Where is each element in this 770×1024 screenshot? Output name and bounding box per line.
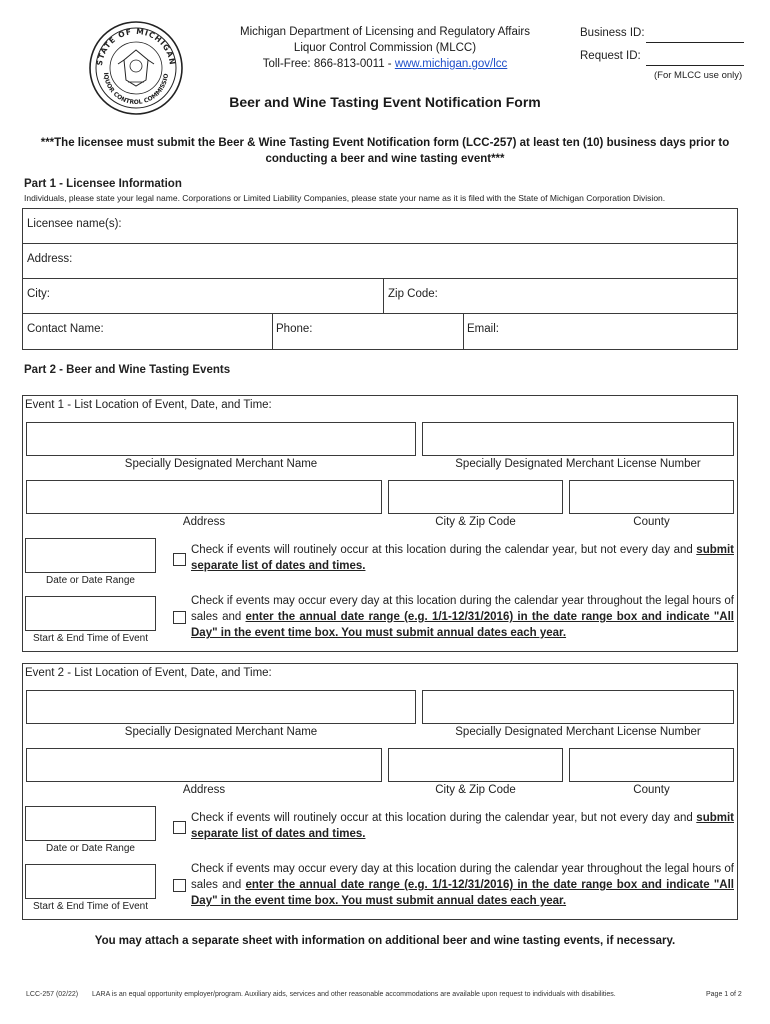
footer-form-number: LCC-257 (02/22) xyxy=(26,991,79,998)
agency-line-2: Liquor Control Commission (MLCC) xyxy=(293,42,477,54)
event-2-everyday-checkbox[interactable] xyxy=(173,879,186,892)
address-label: Address: xyxy=(27,253,73,265)
request-id-label: Request ID: xyxy=(580,50,641,62)
event-1-address-label: Address xyxy=(182,516,226,528)
seal-bottom-text: IQUOR CONTROL COMMISSIO xyxy=(101,72,171,107)
event-1-everyday-text-bold: enter the annual date range (e.g. 1/1-12/31/2016) in the date range box and indicate "All Day" in the event time box. You must submit annual dates each year. xyxy=(191,611,734,639)
email-field[interactable] xyxy=(463,313,738,350)
agency-line-1: Michigan Department of Licensing and Regulatory Affairs xyxy=(239,26,530,38)
event-1-time-input[interactable] xyxy=(25,596,156,631)
business-id-field[interactable] xyxy=(646,42,744,43)
event-1-county-input[interactable] xyxy=(569,480,734,514)
event-1-merchant-name-label: Specially Designated Merchant Name xyxy=(124,458,318,470)
event-1-city-zip-input[interactable] xyxy=(388,480,563,514)
event-1-merchant-license-input[interactable] xyxy=(422,422,734,456)
contact-name-label: Contact Name: xyxy=(27,323,104,335)
footer-eeo: LARA is an equal opportunity employer/program. Auxiliary aids, services and other reasonable accommodations are available upon request to individuals with disabilities. xyxy=(92,991,616,998)
event-1-merchant-name-input[interactable] xyxy=(26,422,416,456)
event-1-date-input[interactable] xyxy=(25,538,156,573)
event-2-county-label: County xyxy=(633,784,670,796)
email-label: Email: xyxy=(467,323,499,335)
mlcc-use-note: (For MLCC use only) xyxy=(654,70,743,81)
event-2-everyday-text-bold: enter the annual date range (e.g. 1/1-12/31/2016) in the date range box and indicate "All Day" in the event time box. You must submit annual dates each year. xyxy=(191,879,734,907)
seal-top-text: STATE OF MICHIGAN xyxy=(95,26,178,67)
event-2-county-input[interactable] xyxy=(569,748,734,782)
city-label: City: xyxy=(27,288,50,300)
event-2-title: Event 2 - List Location of Event, Date, and Time: xyxy=(25,667,272,679)
part1-heading: Part 1 - Licensee Information xyxy=(24,178,182,190)
event-2-routine-text-bold: submit separate list of dates and times. xyxy=(191,812,734,840)
city-field[interactable] xyxy=(22,278,382,313)
part1-instruction: Individuals, please state your legal name. Corporations or Limited Liability Companies, please state your name as it is filed with the State of Michigan Corporation Division. xyxy=(24,193,666,203)
notice-line-1: ***The licensee must submit the Beer & Wine Tasting Event Notification form (LCC-257) at least ten (10) business days prior to xyxy=(40,137,730,149)
event-1-everyday-text-plain: Check if events may occur every day at this location during the calendar year throughout the legal hours of sales and xyxy=(191,595,734,623)
phone-label: Phone: xyxy=(276,323,313,335)
event-2-time-label: Start & End Time of Event xyxy=(32,901,149,912)
event-2-everyday-text xyxy=(191,861,734,909)
event-2-address-label: Address xyxy=(182,784,226,796)
event-1-routine-checkbox[interactable] xyxy=(173,553,186,566)
address-field[interactable] xyxy=(22,243,738,278)
notice xyxy=(24,135,746,167)
event-2-merchant-name-input[interactable] xyxy=(26,690,416,724)
tollfree-line xyxy=(215,56,555,72)
event-2-merchant-license-input[interactable] xyxy=(422,690,734,724)
event-1-everyday-checkbox[interactable] xyxy=(173,611,186,624)
event-2-routine-text xyxy=(191,810,734,842)
event-2-merchant-license-label: Specially Designated Merchant License Number xyxy=(455,726,701,738)
event-1-date-label: Date or Date Range xyxy=(46,575,135,586)
event-2-routine-checkbox[interactable] xyxy=(173,821,186,834)
event-2-merchant-name-label: Specially Designated Merchant Name xyxy=(124,726,318,738)
event-1-routine-text xyxy=(191,542,734,574)
agency-block xyxy=(215,24,555,72)
business-id-label: Business ID: xyxy=(580,27,645,39)
event-2-date-input[interactable] xyxy=(25,806,156,841)
event-2-city-zip-label: City & Zip Code xyxy=(435,784,516,796)
zip-label: Zip Code: xyxy=(388,288,438,300)
event-1-routine-text-plain: Check if events will routinely occur at this location during the calendar year, but not every day and xyxy=(191,544,697,556)
tollfree-text: Toll-Free: 866-813-0011 - xyxy=(262,58,395,70)
event-1-city-zip-label: City & Zip Code xyxy=(435,516,516,528)
event-1-merchant-license-label: Specially Designated Merchant License Number xyxy=(455,458,701,470)
event-2-date-label: Date or Date Range xyxy=(46,843,135,854)
event-1-everyday-text xyxy=(191,593,734,641)
event-2-city-zip-input[interactable] xyxy=(388,748,563,782)
event-1-time-label: Start & End Time of Event xyxy=(32,633,149,644)
event-2-routine-text-plain: Check if events will routinely occur at this location during the calendar year, but not every day and xyxy=(191,812,697,824)
licensee-name-field[interactable] xyxy=(22,208,738,243)
event-1-county-label: County xyxy=(633,516,670,528)
request-id-field[interactable] xyxy=(646,65,744,66)
part2-heading: Part 2 - Beer and Wine Tasting Events xyxy=(24,364,231,376)
form-title: Beer and Wine Tasting Event Notification Form xyxy=(229,94,541,110)
event-2-address-input[interactable] xyxy=(26,748,382,782)
footer-page-number: Page 1 of 2 xyxy=(706,991,742,998)
event-1-routine-text-bold: submit separate list of dates and times. xyxy=(191,544,734,572)
event-2-time-input[interactable] xyxy=(25,864,156,899)
event-2-everyday-text-plain: Check if events may occur every day at this location during the calendar year throughout the legal hours of sales and xyxy=(191,863,734,891)
licensee-name-label: Licensee name(s): xyxy=(27,218,122,230)
event-1-title: Event 1 - List Location of Event, Date, and Time: xyxy=(25,399,272,411)
notice-line-2: conducting a beer and wine tasting event*** xyxy=(265,153,505,165)
website-link[interactable]: www.michigan.gov/lcc xyxy=(394,58,508,70)
attach-note: You may attach a separate sheet with information on additional beer and wine tasting events, if necessary. xyxy=(94,935,676,947)
event-1-address-input[interactable] xyxy=(26,480,382,514)
